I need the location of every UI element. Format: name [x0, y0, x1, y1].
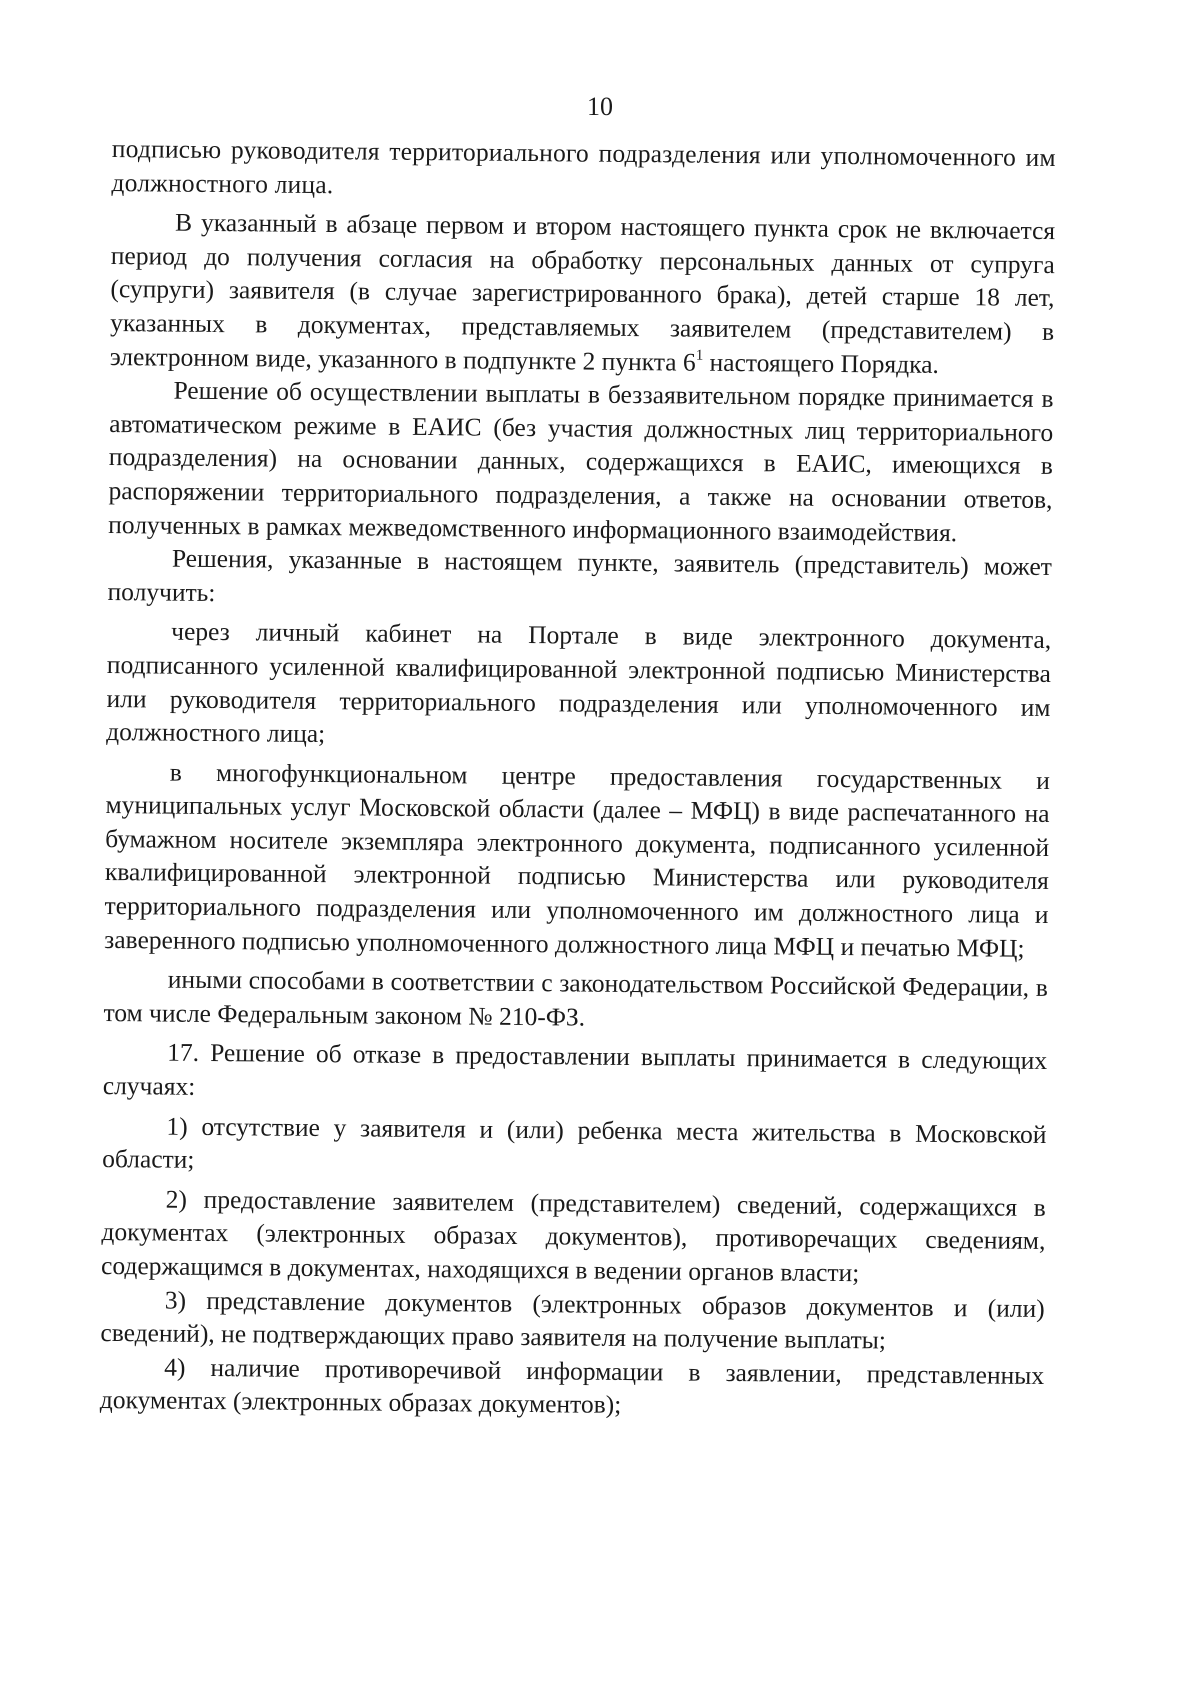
document-body	[100, 132, 1056, 1426]
paragraph-3: Решение об осуществлении выплаты в беззаявительном порядке принимается в автоматическом режиме в ЕАИС (без участия должностных лиц территориального подразделения) на основании данных, содержащихся в ЕАИС, имеющихся в распоряжении территориального подразделения, а также на основании ответов, полученных в рамках межведомственного информационного взаимодействия.	[108, 375, 1054, 547]
list-item-portal: через личный кабинет на Портале в виде электронного документа, подписанного усиленной квалифицированной электронной подписью Министерства или руководителя территориального подразделения или уполномоченного им должностного лица;	[106, 616, 1052, 749]
refusal-item-3: 3) представление документов (электронных образов документов и (или) сведений), не подтверждающих право заявителя на получение выплаты;	[100, 1285, 1045, 1355]
list-item-other: иными способами в соответствии с законодательством Российской Федерации, в том числе Федеральным законом № 210-ФЗ.	[103, 964, 1048, 1032]
paragraph-1: подписью руководителя территориального подразделения или уполномоченного им должностного лица.	[111, 133, 1056, 199]
paragraph-17: 17. Решение об отказе в предоставлении выплаты принимается в следующих случаях:	[102, 1038, 1048, 1101]
page-number: 10	[587, 92, 613, 121]
refusal-item-2: 2) предоставление заявителем (представителем) сведений, содержащихся в документах (электронных образах документов), противоречащих сведениям, содержащимся в документах, находящихся в ведении органов власти;	[100, 1184, 1046, 1288]
paragraph-2-tail: настоящего Порядка.	[703, 347, 940, 379]
paragraph-2-text: В указанный в абзаце первом и втором настоящего пункта срок не включается период до получения согласия на обработку персональных данных от супруга (супруги) заявителя (в случае зарегистрированного брака), детей старше 18 лет, указанных в документах, представляемых заявителем (представителем) в электронном виде, указанного в подпункте 2 пункта 6	[109, 207, 1056, 377]
list-item-mfc: в многофункциональном центре предоставления государственных и муниципальных услуг Московской области (далее – МФЦ) в виде распечатанного на бумажном носителе экземпляра электронного документа, подписанного усиленной квалифицированной электронной подписью Министерства или руководителя территориального подразделения или уполномоченного им должностного лица и заверенного подписью уполномоченного должностного лица МФЦ и печатью МФЦ;	[104, 757, 1050, 963]
footnote-superscript: 1	[695, 347, 704, 364]
refusal-item-1: 1) отсутствие у заявителя и (или) ребенка места жительства в Московской области;	[102, 1111, 1047, 1175]
paragraph-4: Решения, указанные в настоящем пункте, заявитель (представитель) может получить:	[107, 543, 1053, 607]
refusal-item-4: 4) наличие противоречивой информации в заявлении, представленных документах (электронных образах документов);	[99, 1352, 1045, 1420]
paragraph-2	[110, 205, 1056, 382]
